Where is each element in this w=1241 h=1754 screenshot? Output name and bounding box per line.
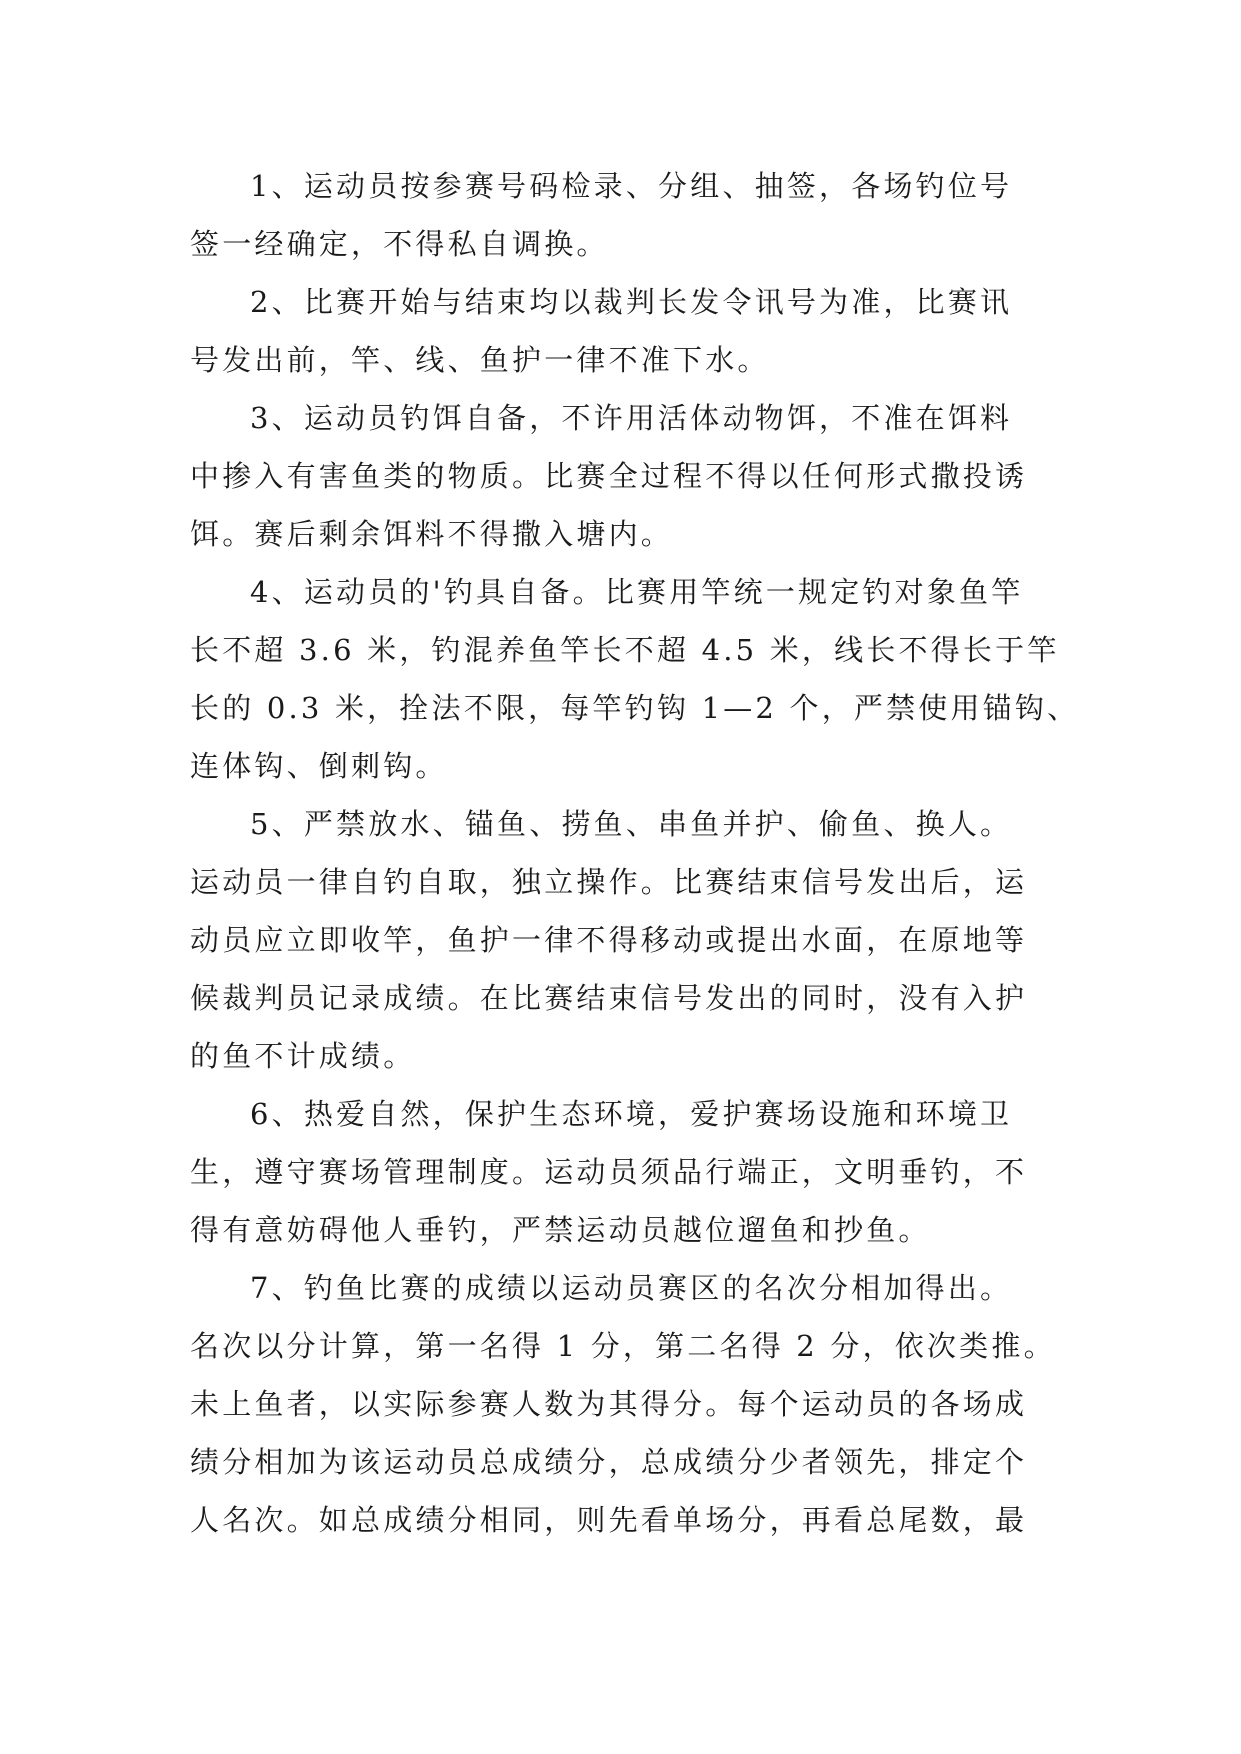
- text-line: 号发出前，竿、线、鱼护一律不准下水。: [190, 343, 770, 377]
- text-line: 6、热爱自然，保护生态环境，爱护赛场设施和环境卫: [250, 1097, 1013, 1131]
- text-line: 人名次。如总成绩分相同，则先看单场分，再看总尾数，最: [190, 1503, 1028, 1537]
- text-line: 中掺入有害鱼类的物质。比赛全过程不得以任何形式撒投诱: [190, 459, 1028, 493]
- paragraph-3: [190, 389, 1070, 563]
- text-line: 动员应立即收竿，鱼护一律不得移动或提出水面，在原地等: [190, 923, 1028, 957]
- text-line: 得有意妨碍他人垂钓，严禁运动员越位遛鱼和抄鱼。: [190, 1213, 931, 1247]
- text-line: 5、严禁放水、锚鱼、捞鱼、串鱼并护、偷鱼、换人。: [250, 807, 1013, 841]
- paragraph-4: [190, 563, 1080, 795]
- text-line: 3、运动员钓饵自备，不许用活体动物饵，不准在饵料: [250, 401, 1013, 435]
- paragraph-6: [190, 1085, 1070, 1259]
- text-line: 签一经确定，不得私自调换。: [190, 227, 609, 261]
- text-line: 名次以分计算，第一名得 1 分，第二名得 2 分，依次类推。: [190, 1329, 1056, 1363]
- text-line: 生，遵守赛场管理制度。运动员须品行端正，文明垂钓，不: [190, 1155, 1028, 1189]
- text-line: 4、运动员的'钓具自备。比赛用竿统一规定钓对象鱼竿: [250, 575, 1024, 609]
- rules-text: [190, 157, 1080, 1549]
- text-line: 绩分相加为该运动员总成绩分，总成绩分少者领先，排定个: [190, 1445, 1028, 1479]
- text-line: 长的 0.3 米，拴法不限，每竿钓钩 1—2 个，严禁使用锚钩、: [190, 691, 1080, 725]
- text-line: 连体钩、倒刺钩。: [190, 749, 448, 783]
- text-line: 饵。赛后剩余饵料不得撒入塘内。: [190, 517, 674, 551]
- text-line: 2、比赛开始与结束均以裁判长发令讯号为准，比赛讯: [250, 285, 1013, 319]
- text-line: 1、运动员按参赛号码检录、分组、抽签，各场钓位号: [250, 169, 1013, 203]
- paragraph-7: [190, 1259, 1070, 1549]
- text-line: 长不超 3.6 米，钓混养鱼竿长不超 4.5 米，线长不得长于竿: [190, 633, 1060, 667]
- text-line: 候裁判员记录成绩。在比赛结束信号发出的同时，没有入护: [190, 981, 1028, 1015]
- paragraph-1: [190, 157, 1070, 273]
- text-line: 未上鱼者，以实际参赛人数为其得分。每个运动员的各场成: [190, 1387, 1028, 1421]
- paragraph-5: [190, 795, 1070, 1085]
- text-line: 的鱼不计成绩。: [190, 1039, 416, 1073]
- text-line: 运动员一律自钓自取，独立操作。比赛结束信号发出后，运: [190, 865, 1028, 899]
- paragraph-2: [190, 273, 1070, 389]
- text-line: 7、钓鱼比赛的成绩以运动员赛区的名次分相加得出。: [250, 1271, 1013, 1305]
